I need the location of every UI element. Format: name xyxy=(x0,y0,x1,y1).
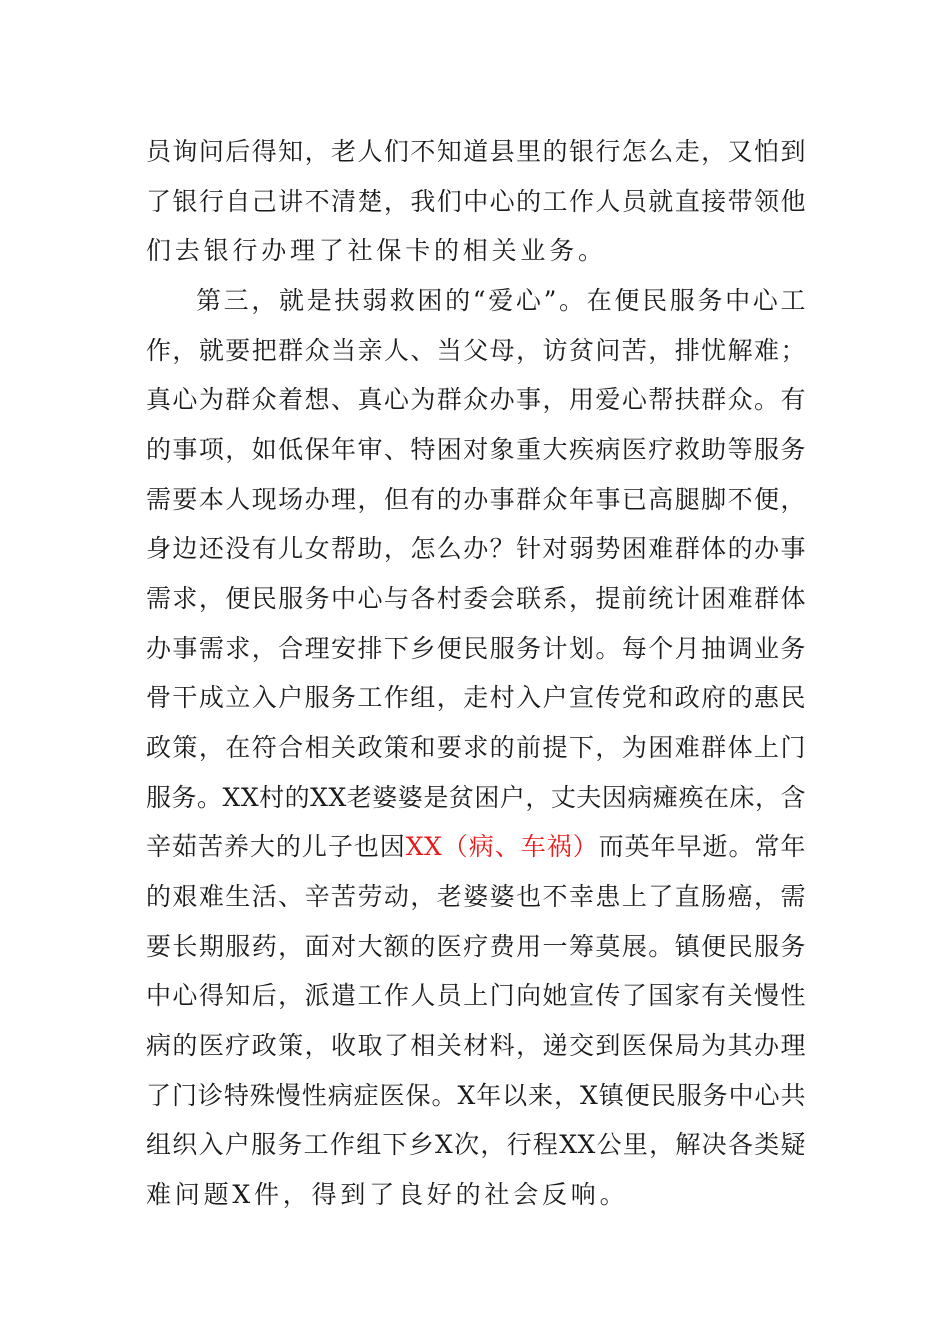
text-line: 组织入户服务工作组下乡X次，行程XX公里，解决各类疑 xyxy=(146,1130,806,1159)
text-line-with-highlight xyxy=(146,825,806,869)
text-line: 作，就要把群众当亲人、当父母，访贫问苦，排忧解难； xyxy=(146,336,806,365)
text-segment: 辛茹苦养大的儿子也因 xyxy=(146,832,406,861)
text-line: 了银行自己讲不清楚，我们中心的工作人员就直接带领他 xyxy=(146,187,806,216)
text-line: 骨干成立入户服务工作组，走村入户宣传党和政府的惠民 xyxy=(146,683,806,712)
text-line: 政策，在符合相关政策和要求的前提下，为困难群体上门 xyxy=(146,733,806,762)
text-line: 真心为群众着想、真心为群众办事，用爱心帮扶群众。有 xyxy=(146,385,806,414)
text-line: 员询问后得知，老人们不知道县里的银行怎么走，又怕到 xyxy=(146,137,806,166)
text-line: 要长期服药，面对大额的医疗费用一筹莫展。镇便民服务 xyxy=(146,932,806,961)
red-placeholder-text: XX（病、车祸） xyxy=(405,832,599,861)
text-line: 身边还没有儿女帮助，怎么办？针对弱势困难群体的办事 xyxy=(146,534,806,563)
text-line: 需求，便民服务中心与各村委会联系，提前统计困难群体 xyxy=(146,584,806,613)
text-line: 的艰难生活、辛苦劳动，老婆婆也不幸患上了直肠癌，需 xyxy=(146,882,806,911)
text-line: 需要本人现场办理，但有的办事群众年事已高腿脚不便， xyxy=(146,485,806,514)
text-line: 们去银行办理了社保卡的相关业务。 xyxy=(146,236,607,265)
text-line: 病的医疗政策，收取了相关材料，递交到医保局为其办理 xyxy=(146,1031,806,1060)
text-line: 的事项，如低保年审、特困对象重大疾病医疗救助等服务 xyxy=(146,435,806,464)
text-line: 难问题X件，得到了良好的社会反响。 xyxy=(146,1180,629,1209)
paragraph-first-line: 第三，就是扶弱救困的“爱心”。在便民服务中心工 xyxy=(196,286,806,315)
text-line: 服务。XX村的XX老婆婆是贫困户，丈夫因病瘫痪在床，含 xyxy=(146,783,806,812)
text-line: 了门诊特殊慢性病症医保。X年以来，X镇便民服务中心共 xyxy=(146,1081,806,1110)
text-line: 中心得知后，派遣工作人员上门向她宣传了国家有关慢性 xyxy=(146,981,806,1010)
text-segment: 而英年早逝。常年 xyxy=(598,832,806,861)
text-line: 办事需求，合理安排下乡便民服务计划。每个月抽调业务 xyxy=(146,634,806,663)
